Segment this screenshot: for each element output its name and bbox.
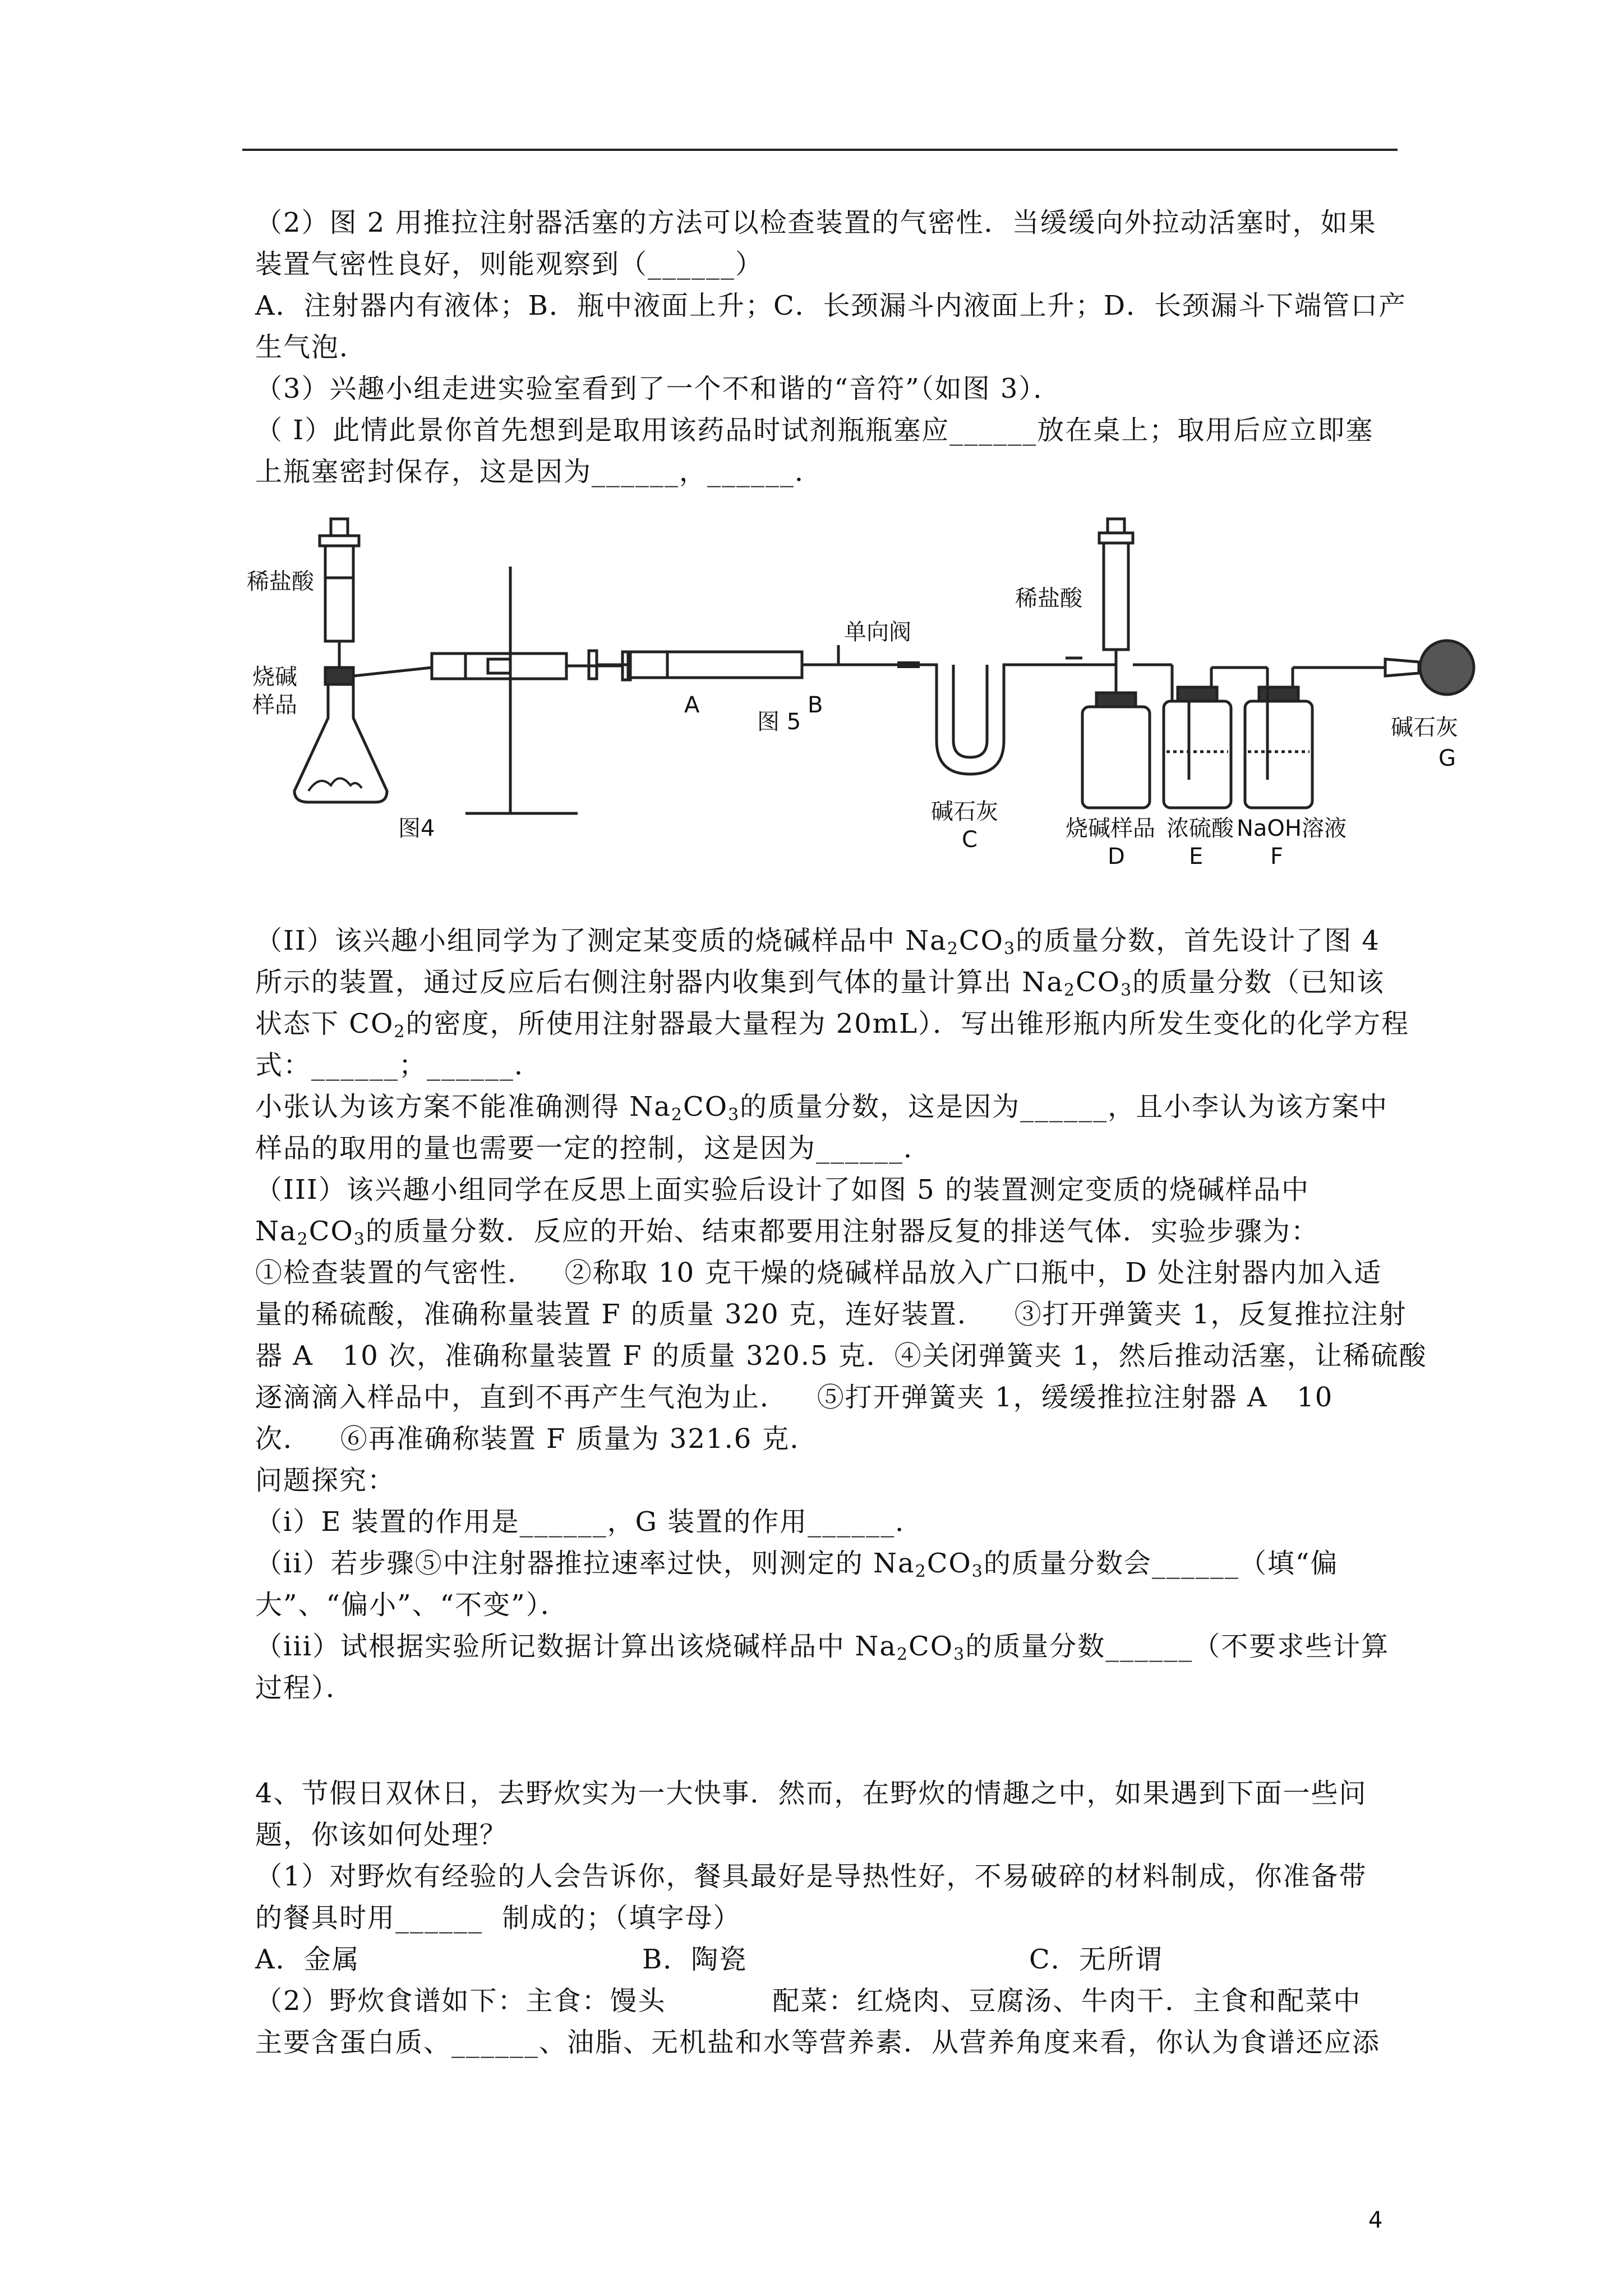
fig5-g-material-label: 碱石灰 — [1391, 715, 1458, 740]
q2-line-2: 装置气密性良好，则能观察到（______） — [255, 249, 764, 280]
q4-options — [255, 1939, 1388, 1980]
fig5-label-a: A — [684, 692, 700, 718]
fig5-label-b: B — [808, 692, 823, 718]
q4-line-3: （1）对野炊有经验的人会告诉你，餐具最好是导热性好，不易破碎的材料制成，你准备带 — [255, 1861, 1367, 1892]
part-iii-line-3: ①检查装置的气密性． ②称取 10 克干燥的烧碱样品放入广口瓶中，D 处注射器内加入适 — [255, 1257, 1382, 1289]
part-iii-line-9: （i）E 装置的作用是______，G 装置的作用______． — [255, 1506, 924, 1538]
fig4-caption: 图4 — [398, 816, 435, 841]
fig5-d-material-label: 烧碱样品 — [1066, 816, 1155, 841]
part-ii-line-3: 状态下 $CO_2$的密度，所使用注射器最大量程为 20mL）．写出锥形瓶内所发生变化的化学方程 — [255, 1008, 1410, 1042]
fig5-valve-label: 单向阀 — [844, 619, 911, 645]
part-iii-line-2: $Na_2CO_3$的质量分数．反应的开始、结束都要用注射器反复的排送气体．实验步骤为： — [255, 1216, 1319, 1249]
fig4-sample-label-1: 烧碱 — [252, 664, 297, 690]
part-iii-line-1: （III）该兴趣小组同学在反思上面实验后设计了如图 5 的装置测定变质的烧碱样品中 — [255, 1174, 1310, 1205]
q2-line-1: （2）图 2 用推拉注射器活塞的方法可以检查装置的气密性．当缓缓向外拉动活塞时，如果 — [255, 207, 1377, 238]
part-ii-line-4: 式：______；______． — [255, 1050, 543, 1081]
apparatus-diagram — [241, 499, 1520, 869]
fig5-label-f: F — [1270, 844, 1284, 869]
fig5-label-g: G — [1438, 746, 1456, 771]
part-ii-line-6: 样品的取用的量也需要一定的控制，这是因为______． — [255, 1133, 932, 1164]
q4-line-6: （2）野炊食谱如下：主食：馒头 配菜：红烧肉、豆腐汤、牛肉干．主食和配菜中 — [255, 1985, 1362, 2017]
part-iii-line-12: （iii）试根据实验所记数据计算出该烧碱样品中 $Na_2CO_3$的质量分数______（不要求些计算 — [255, 1631, 1390, 1664]
part-iii-line-13: 过程）． — [255, 1672, 354, 1704]
q2-line-3: A．注射器内有液体；B．瓶中液面上升；C．长颈漏斗内液面上升；D．长颈漏斗下端管口产 — [255, 290, 1407, 321]
question-2 — [255, 202, 1407, 368]
part-iii-line-7: 次． ⑥再准确称装置 F 质量为 321.6 克． — [255, 1423, 818, 1455]
part-iii-line-4: 量的稀硫酸，准确称量装置 F 的质量 320 克，连好装置． ③打开弹簧夹 1，反复推拉注射 — [255, 1299, 1407, 1330]
part-iii — [255, 1169, 1427, 1709]
fig5-caption: 图 5 — [757, 709, 801, 735]
q2-line-4: 生气泡． — [255, 332, 368, 363]
q4-option-a: A．金属 — [255, 1944, 360, 1975]
q3-line-3: 上瓶塞密封保存，这是因为______，______． — [255, 456, 823, 487]
q4-option-c: C．无所谓 — [1029, 1944, 1163, 1975]
part-iii-line-10: （ii）若步骤⑤中注射器推拉速率过快，则测定的 $Na_2CO_3$的质量分数会______（填“偏 — [255, 1548, 1339, 1581]
page-number: 4 — [1368, 2207, 1383, 2233]
part-ii — [255, 920, 1410, 1169]
fig5-label-e: E — [1189, 844, 1204, 869]
q4-line-1: 4、节假日双休日，去野炊实为一大快事．然而，在野炊的情趣之中，如果遇到下面一些问 — [255, 1778, 1367, 1809]
header-rule — [242, 149, 1398, 151]
apparatus-figure — [241, 499, 1520, 869]
part-iii-line-8: 问题探究： — [255, 1465, 396, 1496]
part-ii-line-5: 小张认为该方案不能准确测得 $Na_2CO_3$的质量分数，这是因为______，且小李认为该方案中 — [255, 1091, 1389, 1125]
q4-option-b: B．陶瓷 — [642, 1944, 748, 1975]
q4-line-7: 主要含蛋白质、______、油脂、无机盐和水等营养素．从营养角度来看，你认为食谱还应添 — [255, 2027, 1381, 2058]
q3-line-1: （3）兴趣小组走进实验室看到了一个不和谐的“音符”（如图 3）． — [255, 373, 1062, 404]
part-ii-line-1: （II）该兴趣小组同学为了测定某变质的烧碱样品中 $Na_2CO_3$的质量分数，首先设计了图 4 — [255, 925, 1380, 959]
part-iii-line-11: 大”、“偏小”、“不变”）． — [255, 1589, 569, 1621]
part-iii-line-5: 器 A 10 次，准确称量装置 F 的质量 320.5 克．④关闭弹簧夹 1，然后推动活塞，让稀硫酸 — [255, 1340, 1427, 1372]
q4-line-4: 的餐具时用______ 制成的；（填字母） — [255, 1902, 741, 1934]
question-3 — [255, 368, 1388, 493]
fig5-f-material-label: NaOH溶液 — [1237, 816, 1347, 841]
fig5-label-d: D — [1108, 844, 1125, 869]
fig5-acid-label: 稀盐酸 — [1015, 586, 1082, 611]
fig5-c-material-label: 碱石灰 — [931, 799, 998, 825]
q4-line-2: 题，你该如何处理？ — [255, 1819, 508, 1851]
part-ii-line-2: 所示的装置，通过反应后右侧注射器内收集到气体的量计算出 $Na_2CO_3$的质量分数（已知该 — [255, 967, 1385, 1000]
fig5-label-c: C — [962, 827, 978, 853]
part-iii-line-6: 逐滴滴入样品中，直到不再产生气泡为止． ⑤打开弹簧夹 1，缓缓推拉注射器 A 10 — [255, 1382, 1334, 1413]
q3-line-2: （ I）此情此景你首先想到是取用该药品时试剂瓶瓶塞应______放在桌上；取用后应立即塞 — [255, 415, 1374, 446]
question-4 — [255, 1773, 1388, 2063]
fig4-acid-label: 稀盐酸 — [247, 569, 314, 595]
fig4-sample-label-2: 样品 — [252, 692, 297, 718]
fig5-e-material-label: 浓硫酸 — [1166, 816, 1234, 841]
